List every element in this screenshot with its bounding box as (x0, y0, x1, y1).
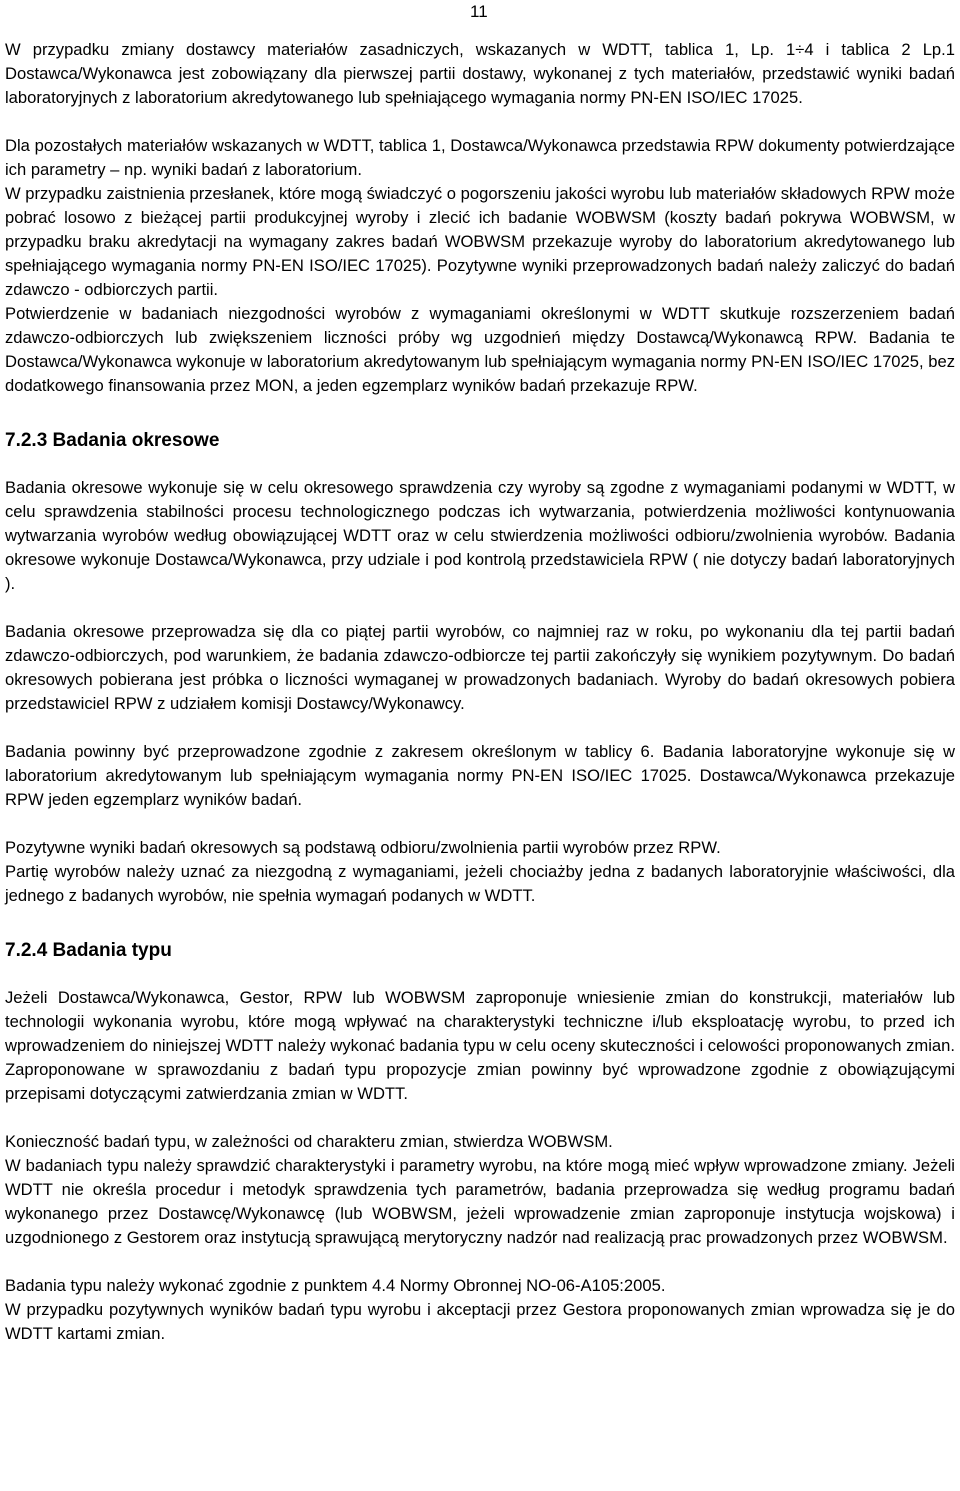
spacer (5, 456, 955, 476)
spacer (5, 716, 955, 740)
paragraph-type-positive-results: W przypadku pozytywnych wyników badań typu wyrobu i akceptacji przez Gestora proponowanych zmian wprowadza się je do WDTT kartami zmian. (5, 1300, 955, 1343)
paragraph-type-necessity: Konieczność badań typu, w zależności od charakteru zmian, stwierdza WOBWSM. (5, 1132, 613, 1151)
paragraph-nonconformity-confirmation: Potwierdzenie w badaniach niezgodności wyrobów z wymaganiami określonymi w WDTT skutkuje rozszerzeniem badań zdawczo-odbiorczych lub zwiększeniem liczności próby wg uzgodnień między Dostawcą/Wykonawcą RPW. Badania te Dostawca/Wykonawca wykonuje w laboratorium akredytowanym lub spełniającym wymagania normy PN-EN ISO/IEC 17025, bez dodatkowego finansowania przez MON, a jeden egzemplarz wyników badań przekazuje RPW. (5, 304, 955, 395)
paragraph-periodic-nonconforming-batch: Partię wyrobów należy uznać za niezgodną z wymaganiami, jeżeli chociażby jedna z badanych laboratoryjnie właściwości, dla jednego z badanych wyrobów, nie spełnia wymagań podanych w WDTT. (5, 862, 955, 905)
paragraph-other-materials: Dla pozostałych materiałów wskazanych w WDTT, tablica 1, Dostawca/Wykonawca przedstawia RPW dokumenty potwierdzające ich parametry – np. wyniki badań z laboratorium. (5, 136, 955, 179)
spacer (5, 966, 955, 986)
page-number: 11 (470, 2, 488, 21)
paragraph-periodic-frequency: Badania okresowe przeprowadza się dla co piątej partii wyrobów, co najmniej raz w roku, po wykonaniu dla tej partii badań zdawczo-odbiorczych, pod warunkiem, że badania zdawczo-odbiorcze tej partii zakończyły się wynikiem pozytywnym. Do badań okresowych pobierana jest próbka o liczności wymaganej w prowadzonych badaniach. Wyroby do badań okresowych pobiera przedstawiciel RPW z udziałem komisji Dostawcy/Wykonawcy. (5, 622, 955, 713)
paragraph-periodic-purpose: Badania okresowe wykonuje się w celu okresowego sprawdzenia czy wyroby są zgodne z wymaganiami podanymi w WDTT, w celu sprawdzenia stabilności procesu technologicznego podczas ich wytwarzania, potwierdzenia możliwości kontynuowania wytwarzania wyrobów według obowiązującej WDTT oraz w celu stwierdzenia możliwości odbioru/zwolnienia wyrobów. Badania okresowe wykonuje Dostawca/Wykonawca, przy udziale i pod kontrolą przedstawiciela RPW ( nie dotyczy badań laboratoryjnych ). (5, 478, 955, 593)
paragraph-type-changes: Jeżeli Dostawca/Wykonawca, Gestor, RPW lub WOBWSM zaproponuje wniesienie zmian do konstrukcji, materiałów lub technologii wykonania wyrobu, które mogą wpływać na charakterystyki techniczne i/lub eksploatację wyrobu, to przed ich wprowadzeniem do niniejszej WDTT należy wykonać badania typu w celu oceny skuteczności i celowości proponowanych zmian. Zaproponowane w sprawozdaniu z badań typu propozycje zmian powinny być wprowadzone zgodnie z obowiązującymi przepisami dotyczącymi zatwierdzania zmian w WDTT. (5, 988, 955, 1103)
paragraph-supplier-change: W przypadku zmiany dostawcy materiałów zasadniczych, wskazanych w WDTT, tablica 1, Lp. 1÷4 i tablica 2 Lp.1 Dostawca/Wykonawca jest zobowiązany dla pierwszej partii dostawy, wykonanej z tych materiałów, przedstawić wyniki badań laboratoryjnych z laboratorium akredytowanego lub spełniającego wymagania normy PN-EN ISO/IEC 17025. (5, 40, 955, 107)
section-heading-type-tests: 7.2.4 Badania typu (5, 940, 172, 961)
section-heading-periodic-tests: 7.2.3 Badania okresowe (5, 430, 220, 451)
document-body (5, 38, 955, 1346)
paragraph-quality-deterioration: W przypadku zaistnienia przesłanek, które mogą świadczyć o pogorszeniu jakości wyrobu lub materiałów składowych RPW może pobrać losowo z bieżącej partii produkcyjnej wyroby i zlecić ich badanie WOBWSM (koszty badań pokrywa WOBWSM, w przypadku braku akredytacji na wymagany zakres badań WOBWSM przekazuje wyroby do laboratorium akredytowanego lub spełniającego wymagania normy PN-EN ISO/IEC 17025). Pozytywne wyniki przeprowadzonych badań należy zaliczyć do badań zdawczo - odbiorczych partii. (5, 184, 955, 299)
spacer (5, 812, 955, 836)
paragraph-type-standard: Badania typu należy wykonać zgodnie z punktem 4.4 Normy Obronnej NO-06-A105:2005. (5, 1276, 666, 1295)
spacer (5, 110, 955, 134)
paragraph-type-parameters: W badaniach typu należy sprawdzić charakterystyki i parametry wyrobu, na które mogą mieć wpływ wprowadzone zmiany. Jeżeli WDTT nie określa procedur i metodyk sprawdzenia tych parametrów, badania przeprowadza się według programu badań wykonanego przez Dostawcę/Wykonawcę (lub WOBWSM, jeżeli wprowadzenie zmian zaproponuje instytucja wojskowa) i uzgodnionego z Gestorem oraz instytucją sprawującą merytoryczny nadzór nad realizacją prac prowadzonych przez WOBWSM. (5, 1156, 955, 1247)
spacer (5, 596, 955, 620)
paragraph-periodic-scope: Badania powinny być przeprowadzone zgodnie z zakresem określonym w tablicy 6. Badania laboratoryjne wykonuje się w laboratorium akredytowanym lub spełniającym wymagania normy PN-EN ISO/IEC 17025. Dostawca/Wykonawca przekazuje RPW jeden egzemplarz wyników badań. (5, 742, 955, 809)
spacer (5, 1106, 955, 1130)
spacer (5, 908, 955, 932)
spacer (5, 398, 955, 422)
paragraph-periodic-positive-results: Pozytywne wyniki badań okresowych są podstawą odbioru/zwolnienia partii wyrobów przez RPW. (5, 838, 721, 857)
spacer (5, 1250, 955, 1274)
